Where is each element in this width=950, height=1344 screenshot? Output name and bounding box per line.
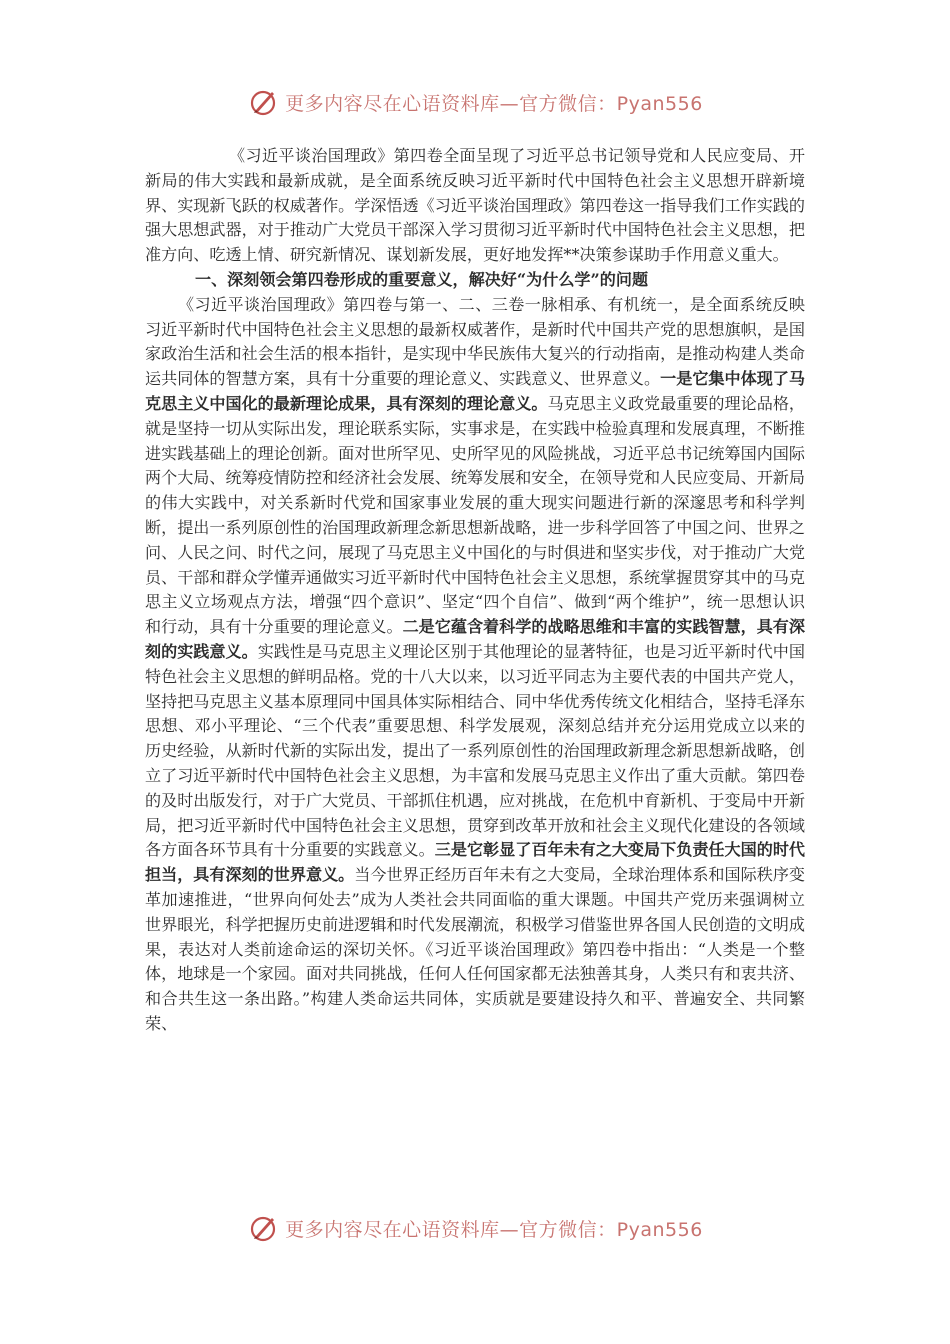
paragraph-text: 《习近平谈治国理政》第四卷与第一、二、三卷一脉相承、有机统一，是全面系统反映习近平新时代中国特色社会主义思想的最新权威著作，是新时代中国共产党的思想旗帜，是国家政治生活和社会生活的根本指针，是实现中华民族伟大复兴的行动指南，是推动构建人类命运共同体的智慧方案，具有十分重要的理论意义、实践意义、世界意义。	[145, 294, 805, 389]
paragraph-text: 实践性是马克思主义理论区别于其他理论的显著特征，也是习近平新时代中国特色社会主义思想的鲜明品格。党的十八大以来，以习近平同志为主要代表的中国共产党人，坚持把马克思主义基本原理同中国具体实际相结合、同中华优秀传统文化相结合，坚持毛泽东思想、邓小平理论、“三个代表”重要思想、科学发展观，深刻总结并充分运用党成立以来的历史经验，从新时代新的实际出发，提出了一系列原创性的治国理政新理念新思想新战略，创立了习近平新时代中国特色社会主义思想，为丰富和发展马克思主义作出了重大贡献。第四卷的及时出版发行，对于广大党员、干部抓住机遇，应对挑战，在危机中育新机、于变局中开新局，把习近平新时代中国特色社会主义思想，贯穿到改革开放和社会主义现代化建设的各领域各方面各环节具有十分重要的实践意义。	[145, 641, 806, 860]
banner-text: 更多内容尽在心语资料库—官方微信：Pyan556	[285, 1218, 703, 1241]
intro-paragraph: 《习近平谈治国理政》第四卷全面呈现了习近平总书记领导党和人民应变局、开新局的伟大实践和最新成就，是全面系统反映习近平新时代中国特色社会主义思想开辟新境界、实现新飞跃的权威著作。学深悟透《习近平谈治国理政》第四卷这一指导我们工作实践的强大思想武器，对于推动广大党员干部深入学习贯彻习近平新时代中国特色社会主义思想，把准方向、吃透上情、研究新情况、谋划新发展，更好地发挥**决策参谋助手作用意义重大。	[145, 146, 805, 265]
banner-text: 更多内容尽在心语资料库—官方微信：Pyan556	[285, 92, 703, 115]
pen-circle-logo-icon	[247, 1212, 279, 1244]
pen-circle-logo-icon	[247, 86, 279, 118]
header-banner	[0, 80, 950, 124]
bold-point-3: 三是它彰显了百年未有之大变局下负责任大国的时代担当，具有深刻的世界意义。	[145, 840, 806, 885]
section-heading: 一、深刻领会第四卷形成的重要意义，解决好“为什么学”的问题	[195, 269, 649, 289]
document-body	[145, 144, 805, 1037]
section-paragraph	[145, 293, 805, 1037]
bold-point-1: 一是它集中体现了马克思主义中国化的最新理论成果，具有深刻的理论意义。	[145, 369, 805, 413]
paragraph-text: 马克思主义政党最重要的理论品格，就是坚持一切从实际出发，理论联系实际，实事求是，在实践中检验真理和发展真理，不断推进实践基础上的理论创新。面对世所罕见、史所罕见的风险挑战，习近平总书记统筹国内国际两个大局、统筹疫情防控和经济社会发展、统筹发展和安全，在领导党和人民应变局、开新局的伟大实践中，对关系新时代党和国家事业发展的重大现实问题进行新的深邃思考和科学判断，提出一系列原创性的治国理政新理念新思想新战略，进一步科学回答了中国之问、世界之问、人民之问、时代之问，展现了马克思主义中国化的与时俱进和坚实步伐，对于推动广大党员、干部和群众学懂弄通做实习近平新时代中国特色社会主义思想，系统掌握贯穿其中的马克思主义立场观点方法，增强“四个意识”、坚定“四个自信”、做到“两个维护”，统一思想认识和行动，具有十分重要的理论意义。	[145, 393, 806, 637]
wechat-id: Pyan556	[616, 92, 703, 115]
footer-banner	[0, 1206, 950, 1250]
paragraph-text: 当今世界正经历百年未有之大变局，全球治理体系和国际秩序变革加速推进，“世界向何处去”成为人类社会共同面临的重大课题。中国共产党历来强调树立世界眼光，科学把握历史前进逻辑和时代发展潮流，积极学习借鉴世界各国人民创造的文明成果，表达对人类前途命运的深切关怀。《习近平谈治国理政》第四卷中指出：“人类是一个整体，地球是一个家园。面对共同挑战，任何人任何国家都无法独善其身，人类只有和衷共济、和合共生这一条出路。”构建人类命运共同体，实质就是要建设持久和平、普遍安全、共同繁荣、	[145, 865, 806, 1033]
wechat-id: Pyan556	[616, 1218, 703, 1241]
bold-point-2: 二是它蕴含着科学的战略思维和丰富的实践智慧，具有深刻的实践意义。	[145, 617, 805, 661]
